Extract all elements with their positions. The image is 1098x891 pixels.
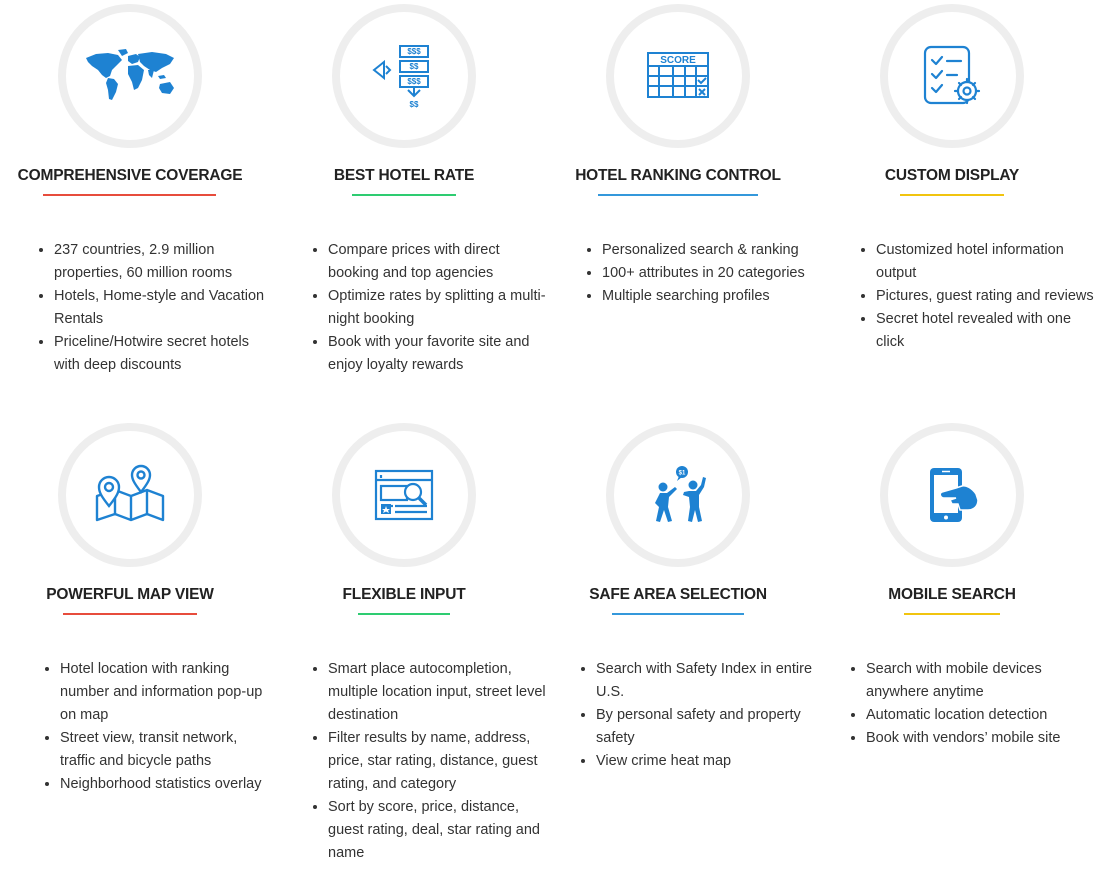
list-item: • Multiple searching profiles bbox=[602, 285, 824, 308]
title-underline bbox=[352, 194, 456, 196]
feature-title: FLEXIBLE INPUT bbox=[342, 586, 466, 603]
feature-points bbox=[32, 239, 276, 377]
score-board-icon bbox=[645, 50, 711, 102]
list-item: • View crime heat map bbox=[596, 750, 824, 773]
title-underline bbox=[900, 194, 1004, 196]
price-tags-icon bbox=[368, 40, 440, 112]
title-underline bbox=[358, 613, 450, 615]
list-item: • Personalized search & ranking bbox=[602, 239, 824, 262]
feature-title: MOBILE SEARCH bbox=[888, 586, 1016, 603]
list-item: • Hotel location with ranking number and information pop-up on map bbox=[60, 658, 272, 727]
list-item: • Priceline/Hotwire secret hotels with deep discounts bbox=[54, 331, 276, 377]
feature-title: HOTEL RANKING CONTROL bbox=[575, 167, 781, 184]
list-item: • Sort by score, price, distance, guest rating, deal, star rating and name bbox=[328, 796, 550, 865]
tag-text: $$$ bbox=[407, 77, 421, 86]
search-form-icon bbox=[373, 468, 435, 522]
feature-title: SAFE AREA SELECTION bbox=[589, 586, 767, 603]
icon-circle bbox=[58, 4, 202, 148]
tag-text: $$ bbox=[409, 62, 419, 71]
list-item: • Automatic location detection bbox=[866, 704, 1098, 727]
list-item: • Customized hotel information output bbox=[876, 239, 1098, 285]
world-map-icon bbox=[82, 48, 178, 104]
feature-points bbox=[854, 239, 1098, 354]
checklist-gear-icon bbox=[919, 43, 985, 109]
list-item: • Hotels, Home-style and Vacation Rentals bbox=[54, 285, 276, 331]
feature-points bbox=[844, 658, 1098, 750]
feature-points bbox=[306, 239, 550, 377]
feature-title: COMPREHENSIVE COVERAGE bbox=[17, 167, 243, 184]
title-underline bbox=[612, 613, 744, 615]
icon-circle bbox=[606, 4, 750, 148]
title-underline bbox=[43, 194, 216, 196]
feature-title: POWERFUL MAP VIEW bbox=[46, 586, 214, 603]
tag-text: $$$ bbox=[407, 47, 421, 56]
list-item: • Book with your favorite site and enjoy loyalty rewards bbox=[328, 331, 550, 377]
list-item: • Pictures, guest rating and reviews bbox=[876, 285, 1098, 308]
icon-circle bbox=[332, 423, 476, 567]
title-underline bbox=[904, 613, 1000, 615]
score-text: SCORE bbox=[660, 55, 696, 66]
list-item: • By personal safety and property safety bbox=[596, 704, 824, 750]
list-item: • Street view, transit network, traffic and bicycle paths bbox=[60, 727, 272, 773]
people-talking-icon bbox=[645, 465, 711, 525]
icon-circle bbox=[606, 423, 750, 567]
map-pins-icon bbox=[93, 466, 167, 524]
mobile-touch-icon bbox=[922, 464, 982, 526]
list-item: • Compare prices with direct booking and top agencies bbox=[328, 239, 550, 285]
icon-circle bbox=[880, 423, 1024, 567]
list-item: • Book with vendors’ mobile site bbox=[866, 727, 1098, 750]
list-item: • Neighborhood statistics overlay bbox=[60, 773, 272, 796]
bubble-text: $1 bbox=[678, 470, 686, 477]
icon-circle bbox=[58, 423, 202, 567]
list-item: • 237 countries, 2.9 million properties, 60 million rooms bbox=[54, 239, 276, 285]
list-item: • Smart place autocompletion, multiple location input, street level destination bbox=[328, 658, 550, 727]
list-item: • Search with Safety Index in entire U.S. bbox=[596, 658, 824, 704]
feature-points bbox=[580, 239, 824, 308]
title-underline bbox=[598, 194, 758, 196]
feature-points bbox=[306, 658, 550, 865]
tag-text: $$ bbox=[409, 100, 419, 109]
list-item: • Search with mobile devices anywhere anytime bbox=[866, 658, 1098, 704]
list-item: • Secret hotel revealed with one click bbox=[876, 308, 1098, 354]
feature-points bbox=[574, 658, 824, 773]
title-underline bbox=[63, 613, 197, 615]
feature-title: BEST HOTEL RATE bbox=[333, 167, 475, 184]
list-item: • Optimize rates by splitting a multi-night booking bbox=[328, 285, 550, 331]
list-item: • 100+ attributes in 20 categories bbox=[602, 262, 824, 285]
icon-circle bbox=[332, 4, 476, 148]
icon-circle bbox=[880, 4, 1024, 148]
list-item: • Filter results by name, address, price, star rating, distance, guest rating, and category bbox=[328, 727, 550, 796]
feature-title: CUSTOM DISPLAY bbox=[884, 167, 1020, 184]
feature-points bbox=[38, 658, 272, 796]
